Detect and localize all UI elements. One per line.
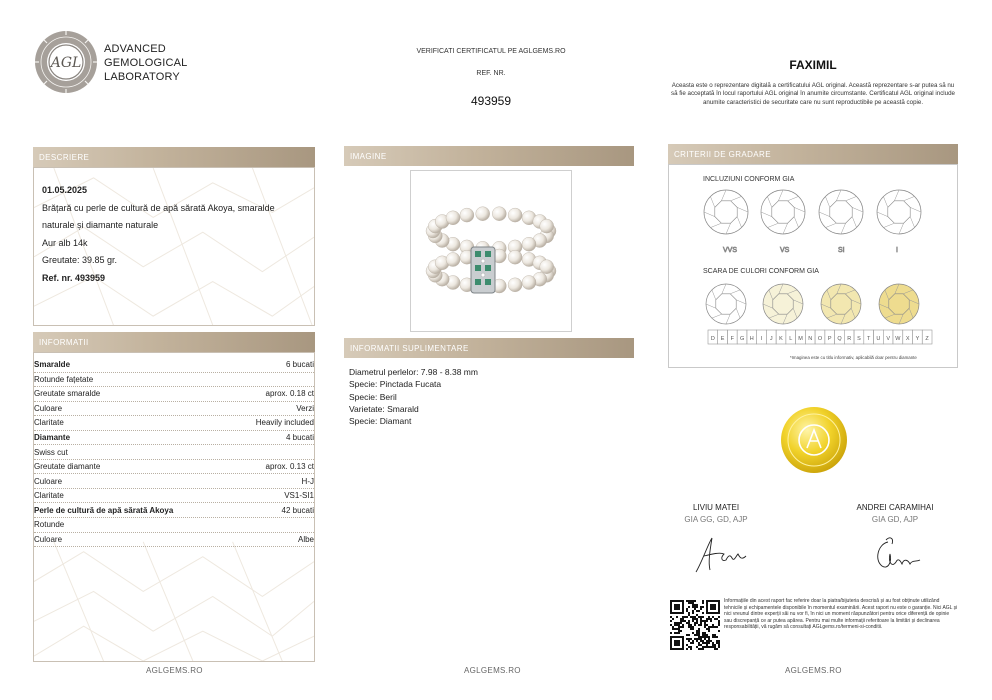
pearl-bead (446, 253, 460, 267)
lab-name (104, 42, 188, 84)
verify-text: VERIFICATI CERTIFICATUL PE AGLGEMS.RO (416, 48, 566, 55)
pearl-bead (540, 219, 554, 233)
pearl-bead (508, 278, 522, 292)
grading-note: *Imaginea este cu titlu informativ, aplicabilă doar pentru diamante (790, 355, 917, 360)
agl-logo (34, 30, 98, 94)
imagine-banner: IMAGINE (344, 146, 634, 166)
info-key: Claritate (34, 491, 64, 501)
lab-name-line: LABORATORY (104, 71, 180, 83)
info-row (34, 387, 314, 402)
color-grade-letter: I (760, 336, 763, 342)
info-key: Swiss cut (34, 447, 68, 457)
signatory-name: ANDREI CARAMIHAI (856, 503, 934, 512)
lab-name-line: GEMOLOGICAL (104, 57, 188, 69)
suplimentare-banner: INFORMATII SUPLIMENTARE (344, 338, 634, 358)
footer-site: AGLGEMS.RO (785, 666, 842, 675)
lab-name-line: ADVANCED (104, 43, 166, 55)
info-key: Culoare (34, 476, 63, 486)
color-grade-letter: J (769, 336, 773, 342)
color-grade-letter: Y (915, 336, 920, 342)
supp-line: Specie: Diamant (349, 416, 412, 427)
descriere-metal: Aur alb 14k (42, 237, 88, 248)
descriere-content (42, 182, 312, 287)
color-grade-letter: V (886, 336, 891, 342)
descriere-line: Brățară cu perle de cultură de apă sărată Akoya, smaralde (42, 202, 275, 213)
color-grade-letter: F (730, 336, 734, 342)
descriere-line: naturale și diamante naturale (42, 220, 159, 230)
color-grade-letter: N (808, 336, 813, 342)
svg-text:AGL: AGL (50, 55, 82, 71)
info-row (34, 402, 314, 417)
faximil-title: FAXIMIL (789, 58, 837, 72)
color-scale-graphic (696, 282, 946, 352)
pearl-bead (522, 276, 536, 290)
info-value: aprox. 0.18 ct (265, 389, 314, 399)
info-key: Rotunde fațetate (34, 374, 94, 384)
footer-site: AGLGEMS.RO (464, 666, 521, 675)
info-row (34, 358, 314, 373)
info-row (34, 416, 314, 431)
legal-disclaimer: Informațiile din acest raport fac referire doar la piatra/bijuteria descrisă și au fost obținute utilizând tehnicile și echipamentele disponibile în momentul examinării. Acest raport nu este o garanție. Nici AGL și nici vreunul dintre experții săi nu vor fi, în nici un moment răspunzători pentru orice diferență de opinie sau discrepanță ce ar putea apărea. Pentru mai multe informații referitoare la limitări și declinarea responsabilității, vă rugăm să consultați AGLgems.ro/termeni-si-conditii. (724, 598, 958, 631)
supp-line: Specie: Beril (349, 391, 397, 402)
color-grade-letter: G (739, 336, 745, 342)
product-photo (410, 170, 572, 332)
color-grade-letter: H (749, 336, 754, 342)
inclusion-label: VVS (723, 247, 738, 254)
info-value: H-J (301, 476, 314, 486)
info-value: Heavily included (255, 418, 314, 428)
signatory-name: LIVIU MATEI (692, 503, 740, 512)
info-key: Smaralde (34, 360, 71, 370)
criterii-banner: CRITERII DE GRADARE (668, 144, 958, 164)
descriere-weight: Greutate: 39.85 gr. (42, 255, 118, 265)
inclusion-diamonds (696, 188, 946, 263)
info-key: Culoare (34, 534, 63, 544)
supp-line: Varietate: Smarald (349, 403, 419, 414)
color-grade-letter: W (895, 336, 901, 342)
color-grade-letter: P (827, 336, 832, 342)
descriere-date: 01.05.2025 (42, 185, 88, 195)
info-key: Rotunde (34, 520, 65, 530)
pearl-bead (460, 208, 474, 222)
pearl-bead (476, 207, 490, 221)
pearl-bead (446, 211, 460, 225)
info-key: Claritate (34, 418, 64, 428)
descriere-banner: DESCRIERE (33, 147, 315, 167)
ref-label: REF. NR. (476, 70, 506, 77)
info-value: Albe (297, 534, 314, 544)
info-row (34, 489, 314, 504)
info-value: Verzi (296, 403, 314, 413)
signatory-title: GIA GD, AJP (871, 515, 919, 524)
info-row (34, 533, 314, 548)
info-row (34, 460, 314, 475)
pearl-bead (508, 250, 522, 264)
info-value: VS1-SI1 (284, 491, 314, 501)
color-grade-letter: D (710, 336, 715, 342)
signature-andrei-caramihai (868, 532, 924, 576)
faximil-text: Aceasta este o reprezentare digitală a certificatului AGL original. Această reprezentare s-ar putea să nu să fie acceptată în locul raportului AGL original în anumite circumstante. Certificatul AGL original include anumite caracteristici de securitate care nu sunt reproductibile pe această copie. (671, 82, 955, 106)
info-key: Perle de cultură de apă sărată Akoya (34, 505, 174, 515)
info-row (34, 431, 314, 446)
ref-value: 493959 (470, 94, 512, 108)
info-row (34, 373, 314, 388)
pearl-bracelet-image (411, 171, 571, 331)
color-grade-letter: K (779, 336, 783, 342)
info-row (34, 503, 314, 518)
pearl-bead (522, 237, 536, 251)
color-grade-letter: L (789, 336, 793, 342)
descriere-ref: Ref. nr. 493959 (42, 272, 106, 283)
inclusion-label: I (896, 247, 898, 254)
info-value: 42 bucati (281, 505, 314, 515)
pearl-bead (540, 260, 554, 274)
qr-code-icon (670, 600, 720, 650)
info-key: Greutate smaralde (34, 389, 101, 399)
color-grade-letter: T (867, 336, 871, 342)
supp-line: Specie: Pinctada Fucata (349, 379, 442, 390)
informatii-list (34, 358, 314, 547)
info-key: Culoare (34, 403, 63, 413)
info-row (34, 518, 314, 533)
pearl-bead (492, 207, 506, 221)
color-scale-title: SCARA DE CULORI CONFORM GIA (703, 268, 819, 275)
signatory-title: GIA GG, GD, AJP (684, 515, 748, 524)
color-grade-letter: M (798, 336, 803, 342)
info-value: 6 bucati (285, 360, 314, 370)
info-key: Diamante (34, 433, 71, 442)
informatii-banner: INFORMATII (33, 332, 315, 352)
info-row (34, 474, 314, 489)
info-key: Greutate diamante (34, 462, 101, 472)
info-value: aprox. 0.13 ct (265, 462, 314, 472)
info-value: 4 bucati (285, 433, 314, 442)
footer-site: AGLGEMS.RO (146, 666, 203, 675)
inclusion-label: VS (780, 247, 790, 254)
color-grade-letter: O (817, 336, 823, 342)
signature-liviu-matei (690, 532, 750, 576)
color-grade-letter: X (905, 336, 910, 342)
inclusions-title: INCLUZIUNI CONFORM GIA (703, 176, 795, 183)
inclusion-label: SI (838, 247, 845, 254)
pearl-bead (508, 208, 522, 222)
supp-line: Diametrul perlelor: 7.98 - 8.38 mm (349, 367, 478, 377)
color-grade-letter: Q (837, 336, 842, 342)
suplimentare-content (349, 366, 629, 427)
gold-seal-icon (780, 406, 848, 474)
color-grade-letter: S (857, 336, 861, 342)
color-grade-letter: E (720, 336, 725, 342)
info-row (34, 445, 314, 460)
color-grade-letter: Z (925, 336, 929, 342)
color-grade-letter: R (847, 336, 852, 342)
color-grade-letter: U (876, 336, 881, 342)
